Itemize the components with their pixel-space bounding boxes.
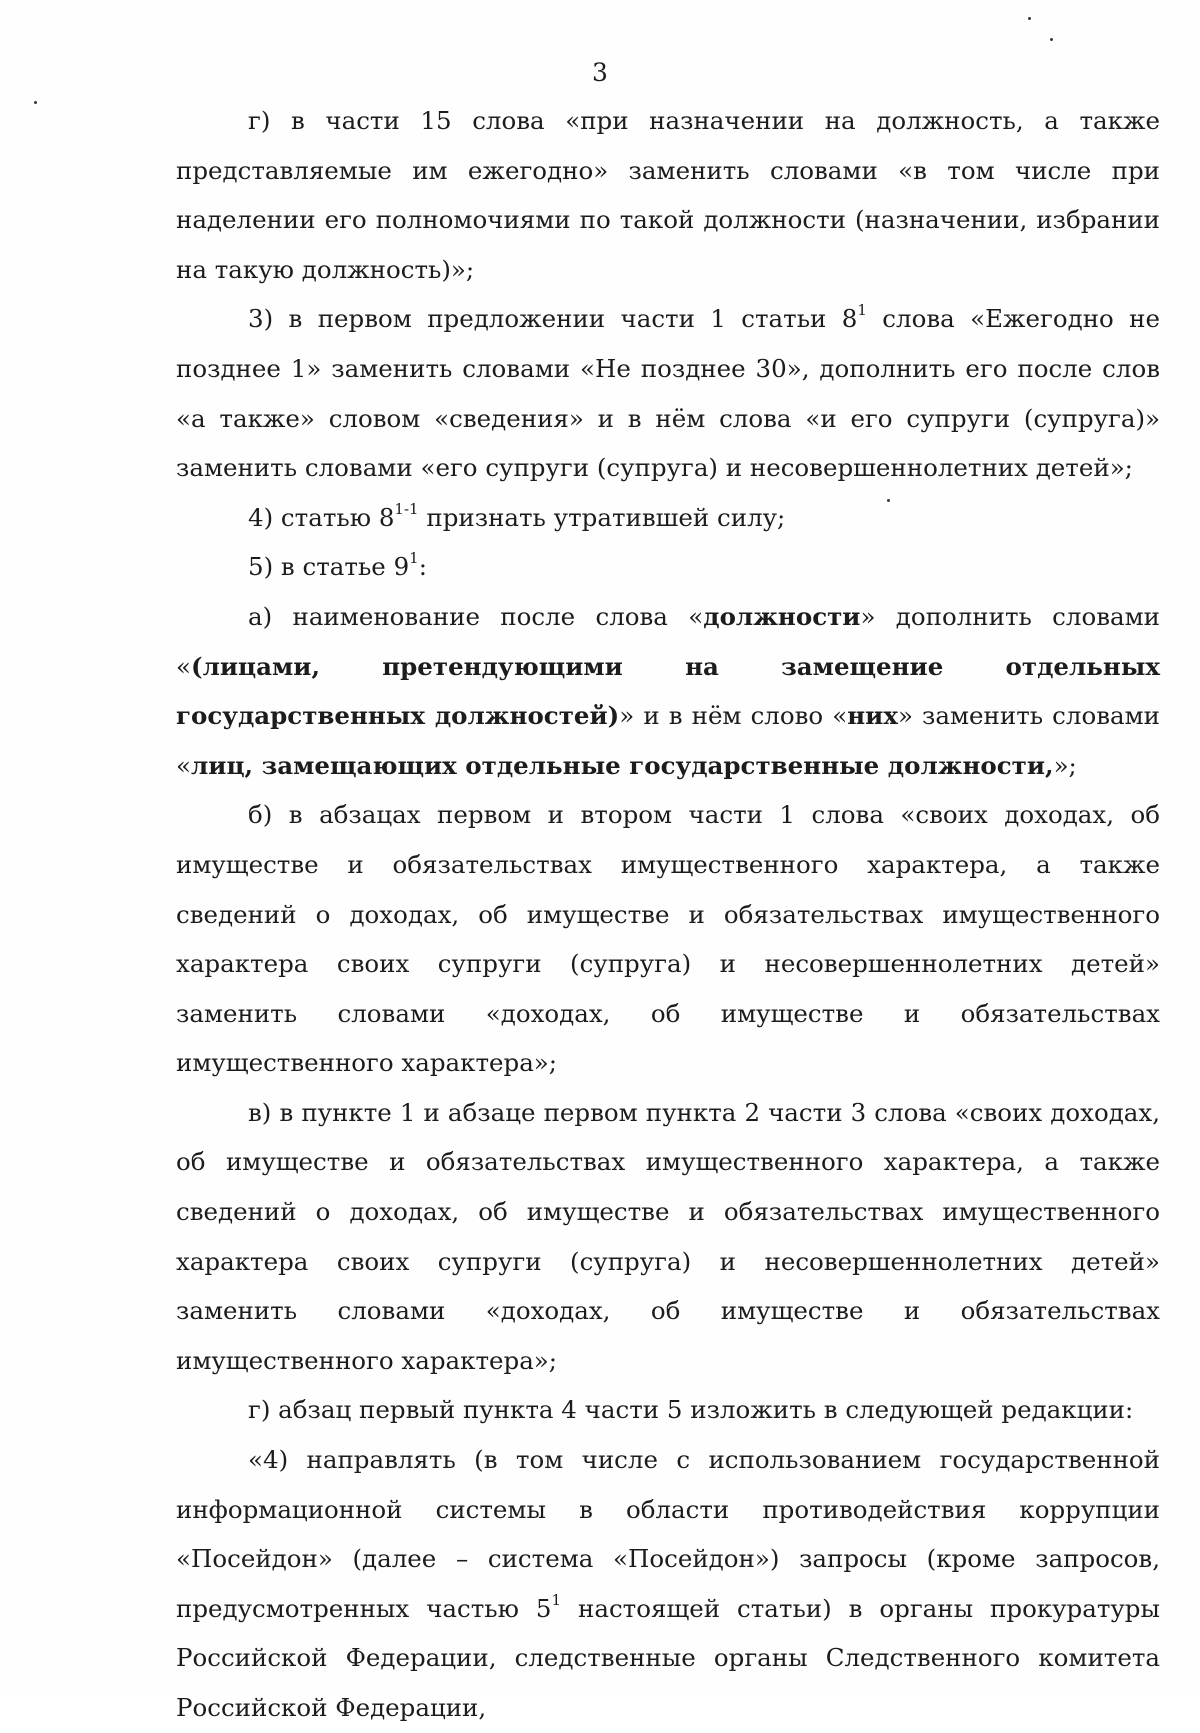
paragraph-text: слова «Ежегодно не позднее 1» заменить словами «Не позднее 30», дополнить его после слов «а также» словом «сведения» и в нём слова «и его супруги (супруга)» заменить словами «его супруги (супруга) и несовершеннолетних детей»; xyxy=(176,304,1160,483)
bold-text: должности xyxy=(703,601,861,631)
paragraph-text: г) абзац первый пункта 4 части 5 изложить в следующей редакции: xyxy=(248,1395,1134,1425)
page-number: 3 xyxy=(592,58,608,87)
body-paragraph xyxy=(176,493,1160,543)
body-paragraph xyxy=(176,294,1160,492)
paragraph-text: 5) в статье 9 xyxy=(248,552,410,582)
superscript-text: 1 xyxy=(551,1590,562,1609)
bold-text: лиц, замещающих отдельные государственные должности, xyxy=(191,750,1054,780)
body-paragraph xyxy=(176,592,1160,790)
paragraph-text: а) наименование после слова « xyxy=(248,601,704,631)
superscript-text: 1 xyxy=(409,549,419,568)
body-paragraph xyxy=(176,1435,1160,1733)
scan-speck xyxy=(34,101,37,104)
scan-speck xyxy=(1050,38,1053,41)
bold-text: (лицами, претендующими на замещение отдельных государственных должностей) xyxy=(176,651,1160,731)
paragraph-text: » и в нём слово « xyxy=(619,701,848,731)
bold-text: них xyxy=(847,701,898,731)
scan-speck xyxy=(887,499,890,502)
paragraph-text: настоящей статьи) в органы прокуратуры Российской Федерации, следственные органы Следственного комитета Российской Федерации, xyxy=(176,1593,1160,1722)
paragraph-text: г) в части 15 слова «при назначении на должность, а также представляемые им ежегодно» заменить словами «в том числе при наделении его полномочиями по такой должности (назначении, избрании на такую должность)»; xyxy=(176,106,1160,284)
scan-speck xyxy=(1028,17,1031,20)
paragraph-text: 4) статью 8 xyxy=(248,502,395,532)
paragraph-text: » дополнить словами « xyxy=(176,601,1160,681)
paragraph-text: в) в пункте 1 и абзаце первом пункта 2 части 3 слова «своих доходах, об имуществе и обязательствах имущественного характера, а также сведений о доходах, об имуществе и обязательствах имущественного характера своих супруги (супруга) и несовершеннолетних детей» заменить словами «доходах, об имуществе и обязательствах имущественного характера»; xyxy=(176,1097,1160,1375)
paragraph-text: «4) направлять (в том числе с использованием государственной информационной системы в области противодействия коррупции «Посейдон» (далее – система «Посейдон») запросы (кроме запросов, предусмотренных частью 5 xyxy=(176,1445,1160,1623)
body-paragraph xyxy=(176,1088,1160,1386)
superscript-text: 1 xyxy=(857,301,867,320)
body-paragraph xyxy=(176,790,1160,1088)
paragraph-text: » заменить словами « xyxy=(176,701,1160,780)
paragraph-text: »; xyxy=(1053,750,1077,780)
document-body xyxy=(176,96,1160,1733)
paragraph-text: : xyxy=(418,552,427,582)
paragraph-text: признать утратившей силу; xyxy=(418,502,786,532)
superscript-text: 1-1 xyxy=(394,499,419,518)
paragraph-text: б) в абзацах первом и втором части 1 слова «своих доходах, об имуществе и обязательствах имущественного характера, а также сведений о доходах, об имуществе и обязательствах имущественного характера своих супруги (супруга) и несовершеннолетних детей» заменить словами «доходах, об имуществе и обязательствах имущественного характера»; xyxy=(176,800,1160,1078)
body-paragraph xyxy=(176,96,1160,294)
body-paragraph xyxy=(176,542,1160,592)
paragraph-text: 3) в первом предложении части 1 статьи 8 xyxy=(248,304,858,334)
body-paragraph xyxy=(176,1385,1160,1435)
